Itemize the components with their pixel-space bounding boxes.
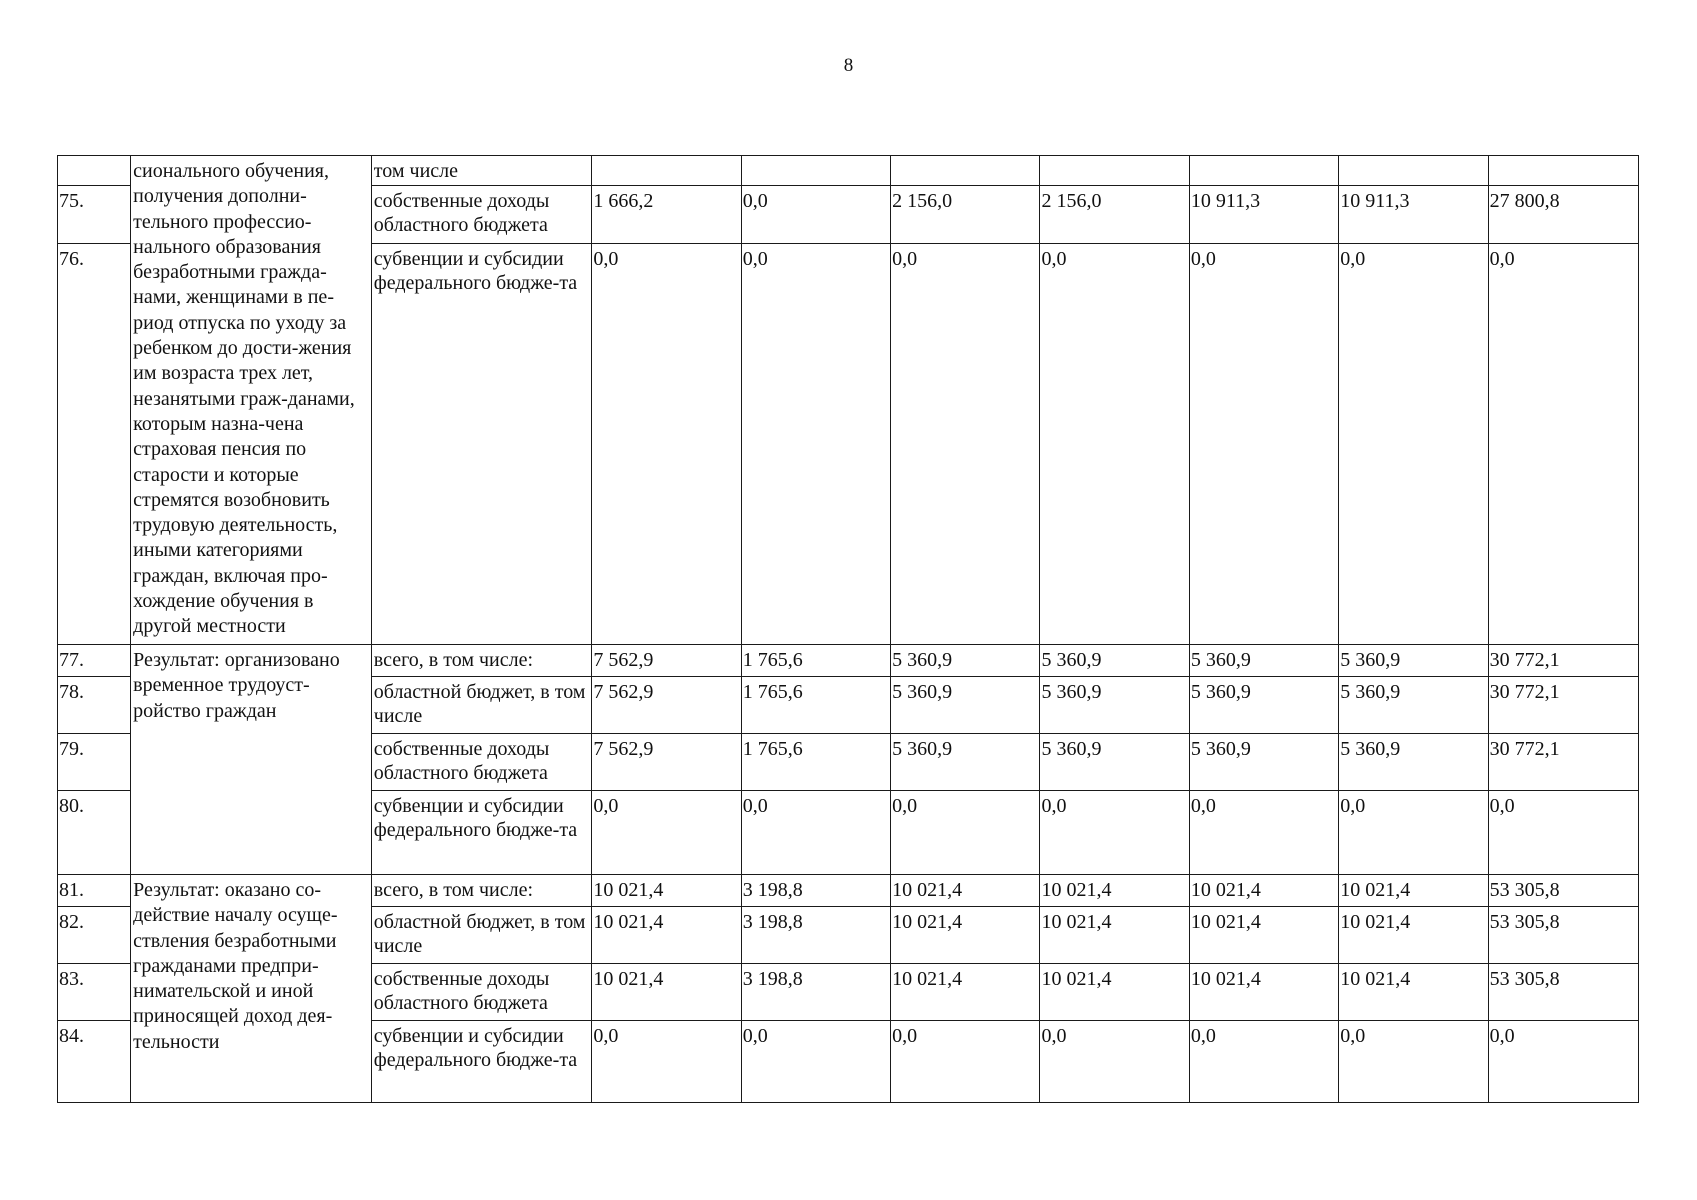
value-cell: 0,0 — [1488, 1021, 1638, 1103]
value-cell: 10 021,4 — [1040, 875, 1189, 907]
value-cell: 5 360,9 — [891, 645, 1040, 677]
value-cell: 53 305,8 — [1488, 875, 1638, 907]
budget-table — [57, 155, 1639, 1103]
value-cell: 0,0 — [891, 791, 1040, 875]
value-cell: 5 360,9 — [1339, 677, 1488, 734]
value-cell: 0,0 — [592, 244, 741, 645]
value-cell: 3 198,8 — [741, 875, 890, 907]
value-cell: 10 021,4 — [592, 907, 741, 964]
value-cell: 10 021,4 — [1339, 907, 1488, 964]
value-cell: 30 772,1 — [1488, 677, 1638, 734]
value-cell: 10 911,3 — [1339, 186, 1488, 244]
funding-source: областной бюджет, в том числе — [371, 907, 592, 964]
value-cell: 0,0 — [1339, 1021, 1488, 1103]
row-number: 83. — [58, 964, 131, 1021]
value-cell: 0,0 — [891, 1021, 1040, 1103]
value-cell: 5 360,9 — [1189, 645, 1338, 677]
value-cell — [741, 156, 890, 186]
table-row — [58, 875, 1639, 907]
value-cell: 5 360,9 — [1339, 734, 1488, 791]
value-cell: 10 021,4 — [1339, 964, 1488, 1021]
funding-source: собственные доходы областного бюджета — [371, 964, 592, 1021]
value-cell: 0,0 — [592, 1021, 741, 1103]
value-cell: 10 021,4 — [891, 907, 1040, 964]
value-cell: 10 021,4 — [592, 875, 741, 907]
value-cell: 3 198,8 — [741, 907, 890, 964]
value-cell: 27 800,8 — [1488, 186, 1638, 244]
value-cell — [1189, 156, 1338, 186]
value-cell: 0,0 — [1488, 791, 1638, 875]
value-cell: 53 305,8 — [1488, 964, 1638, 1021]
measure-description: сионального обучения, получения дополни-тельного профессио-нального образования безработными гражда-нами, женщинами в пе-риод отпуска по уходу за ребенком до дости-жения им возраста трех лет, незанятыми граж-данами, которым назна-чена страховая пенсия по старости и которые стремятся возобновить трудовую деятельность, иными категориями граждан, включая про-хождение обучения в другой местности — [131, 156, 372, 645]
value-cell: 0,0 — [592, 791, 741, 875]
value-cell: 0,0 — [1189, 1021, 1338, 1103]
row-number: 82. — [58, 907, 131, 964]
measure-description: Результат: организовано временное трудоуст-ройство граждан — [131, 645, 372, 875]
value-cell — [891, 156, 1040, 186]
value-cell: 10 021,4 — [1189, 875, 1338, 907]
value-cell: 0,0 — [741, 186, 890, 244]
page-number: 8 — [843, 55, 854, 76]
value-cell — [1339, 156, 1488, 186]
row-number: 77. — [58, 645, 131, 677]
value-cell: 5 360,9 — [1040, 645, 1189, 677]
value-cell: 10 021,4 — [1040, 964, 1189, 1021]
funding-source: том числе — [371, 156, 592, 186]
value-cell: 10 021,4 — [891, 964, 1040, 1021]
value-cell: 7 562,9 — [592, 734, 741, 791]
value-cell: 0,0 — [1339, 791, 1488, 875]
value-cell: 10 021,4 — [1189, 964, 1338, 1021]
value-cell: 2 156,0 — [1040, 186, 1189, 244]
value-cell: 10 021,4 — [592, 964, 741, 1021]
row-number: 81. — [58, 875, 131, 907]
funding-source: собственные доходы областного бюджета — [371, 734, 592, 791]
value-cell — [592, 156, 741, 186]
value-cell: 0,0 — [741, 244, 890, 645]
value-cell: 7 562,9 — [592, 645, 741, 677]
value-cell — [1488, 156, 1638, 186]
row-number: 75. — [58, 186, 131, 244]
value-cell: 10 911,3 — [1189, 186, 1338, 244]
row-number: 78. — [58, 677, 131, 734]
value-cell: 10 021,4 — [891, 875, 1040, 907]
value-cell — [1040, 156, 1189, 186]
value-cell: 10 021,4 — [1040, 907, 1189, 964]
value-cell: 30 772,1 — [1488, 734, 1638, 791]
value-cell: 0,0 — [741, 1021, 890, 1103]
funding-source: субвенции и субсидии федерального бюдже-та — [371, 1021, 592, 1103]
row-number: 84. — [58, 1021, 131, 1103]
value-cell: 5 360,9 — [1040, 677, 1189, 734]
funding-source: субвенции и субсидии федерального бюдже-та — [371, 791, 592, 875]
value-cell: 10 021,4 — [1189, 907, 1338, 964]
table-row — [58, 156, 1639, 186]
measure-description: Результат: оказано со-действие началу осуще-ствления безработными гражданами предпри-нимательской и иной приносящей доход дея-тельности — [131, 875, 372, 1103]
value-cell: 30 772,1 — [1488, 645, 1638, 677]
value-cell: 10 021,4 — [1339, 875, 1488, 907]
value-cell: 1 666,2 — [592, 186, 741, 244]
value-cell: 5 360,9 — [1189, 734, 1338, 791]
funding-source: собственные доходы областного бюджета — [371, 186, 592, 244]
funding-source: субвенции и субсидии федерального бюдже-та — [371, 244, 592, 645]
value-cell: 0,0 — [891, 244, 1040, 645]
value-cell: 0,0 — [1189, 791, 1338, 875]
value-cell: 5 360,9 — [891, 734, 1040, 791]
value-cell: 3 198,8 — [741, 964, 890, 1021]
value-cell: 5 360,9 — [1339, 645, 1488, 677]
row-number — [58, 156, 131, 186]
row-number: 79. — [58, 734, 131, 791]
table-row — [58, 645, 1639, 677]
value-cell: 0,0 — [1189, 244, 1338, 645]
value-cell: 2 156,0 — [891, 186, 1040, 244]
funding-source: всего, в том числе: — [371, 875, 592, 907]
value-cell: 5 360,9 — [1040, 734, 1189, 791]
value-cell: 0,0 — [1040, 791, 1189, 875]
value-cell: 0,0 — [1040, 1021, 1189, 1103]
value-cell: 1 765,6 — [741, 645, 890, 677]
funding-source: всего, в том числе: — [371, 645, 592, 677]
value-cell: 1 765,6 — [741, 734, 890, 791]
value-cell: 0,0 — [1339, 244, 1488, 645]
value-cell: 0,0 — [1040, 244, 1189, 645]
row-number: 76. — [58, 244, 131, 645]
value-cell: 0,0 — [1488, 244, 1638, 645]
value-cell: 5 360,9 — [891, 677, 1040, 734]
value-cell: 53 305,8 — [1488, 907, 1638, 964]
value-cell: 0,0 — [741, 791, 890, 875]
value-cell: 1 765,6 — [741, 677, 890, 734]
funding-source: областной бюджет, в том числе — [371, 677, 592, 734]
value-cell: 7 562,9 — [592, 677, 741, 734]
row-number: 80. — [58, 791, 131, 875]
value-cell: 5 360,9 — [1189, 677, 1338, 734]
